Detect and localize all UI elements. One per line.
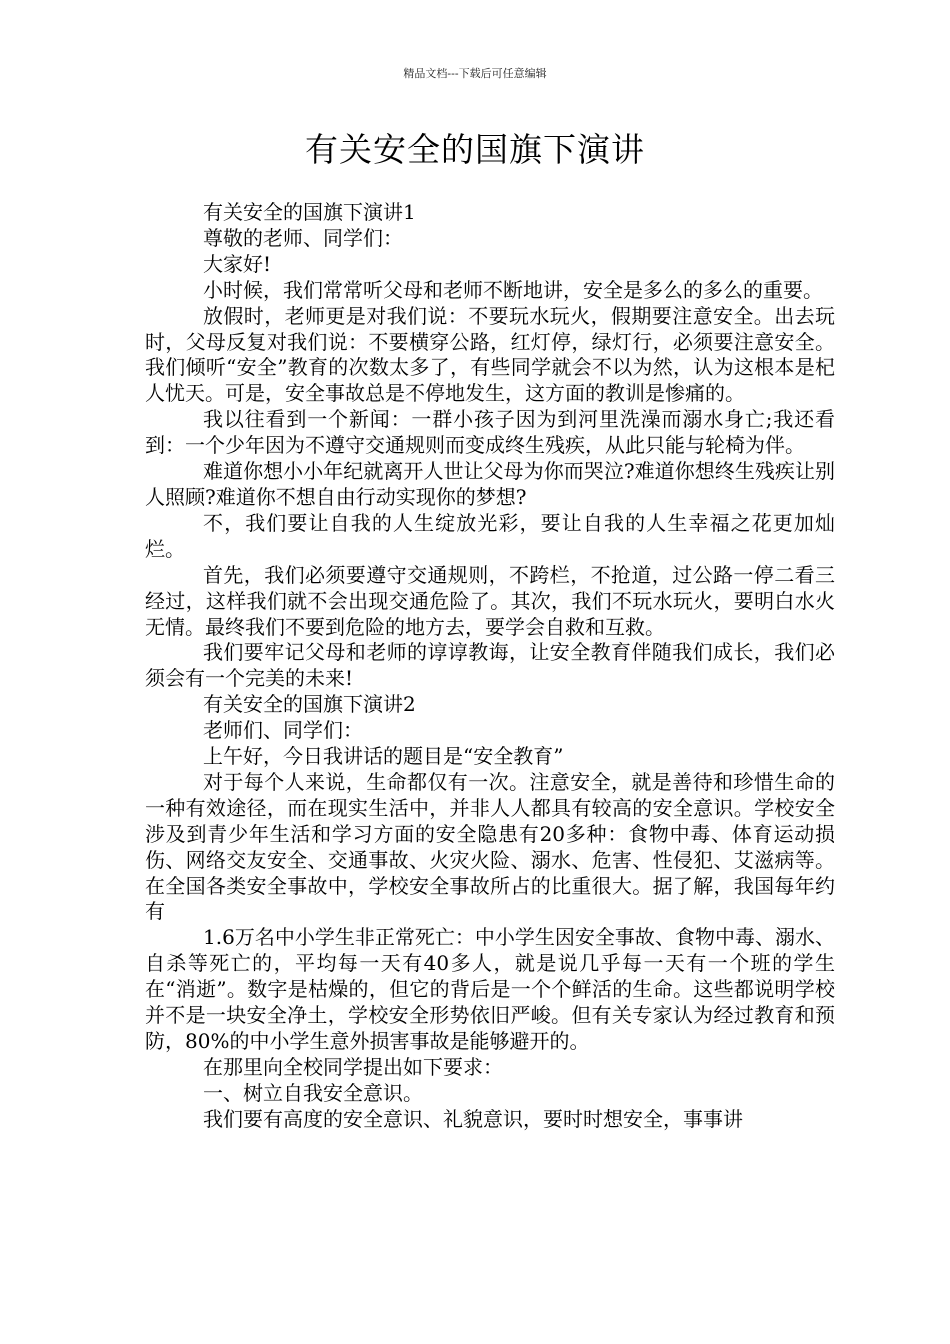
paragraph: 一、树立自我安全意识。 (203, 1080, 423, 1105)
paragraph: 上午好，今日我讲话的题目是“安全教育” (203, 744, 564, 769)
paragraph: 老师们、同学们： (203, 718, 363, 743)
paragraph: 难道你想小小年纪就离开人世让父母为你而哭泣?难道你想终生残疾让别人照顾?难道你不想自由行动实现你的梦想? (145, 459, 835, 509)
paragraph: 在那里向全校同学提出如下要求： (203, 1054, 503, 1079)
paragraph: 1.6万名中小学生非正常死亡：中小学生因安全事故、食物中毒、溺水、自杀等死亡的，平均每一天有40多人，就是说几乎每一天有一个班的学生在“消逝”。数字是枯燥的，但它的背后是一个个鲜活的生命。这些都说明学校并不是一块安全净土，学校安全形势依旧严峻。但有关专家认为经过教育和预防，80%的中小学生意外损害事故是能够避开的。 (145, 925, 835, 1053)
paragraph: 对于每个人来说，生命都仅有一次。注意安全，就是善待和珍惜生命的一种有效途径，而在现实生活中，并非人人都具有较高的安全意识。学校安全涉及到青少年生活和学习方面的安全隐患有20多种：食物中毒、体育运动损伤、网络交友安全、交通事故、火灾火险、溺水、危害、性侵犯、艾滋病等。在全国各类安全事故中，学校安全事故所占的比重很大。据了解，我国每年约有 (145, 769, 835, 924)
paragraph: 我们要牢记父母和老师的谆谆教诲，让安全教育伴随我们成长，我们必须会有一个完美的未来! (145, 640, 835, 691)
paragraph: 不，我们要让自我的人生绽放光彩，要让自我的人生幸福之花更加灿烂。 (145, 510, 835, 561)
paragraph: 放假时，老师更是对我们说：不要玩水玩火，假期要注意安全。出去玩时，父母反复对我们说：不要横穿公路，红灯停，绿灯行，必须要注意安全。我们倾听“安全”教育的次数太多了，有些同学就会不以为然，认为这根本是杞人忧天。可是，安全事故总是不停地发生，这方面的教训是惨痛的。 (145, 303, 835, 406)
document-body (145, 200, 835, 1133)
paragraph: 小时候，我们常常听父母和老师不断地讲，安全是多么的多么的重要。 (203, 277, 823, 302)
paragraph: 尊敬的老师、同学们： (203, 225, 403, 250)
paragraph: 首先，我们必须要遵守交通规则，不跨栏，不抢道，过公路一停二看三经过，这样我们就不会出现交通危险了。其次，我们不玩水玩火，要明白水火无情。最终我们不要到危险的地方去，要学会自救和互救。 (145, 562, 835, 639)
paragraph: 有关安全的国旗下演讲1 (203, 200, 416, 224)
document-title: 有关安全的国旗下演讲 (305, 130, 645, 169)
header-note: 精品文档---下载后可任意编辑 (403, 67, 547, 80)
paragraph: 大家好! (203, 251, 272, 276)
paragraph: 有关安全的国旗下演讲2 (203, 692, 416, 717)
paragraph: 我们要有高度的安全意识、礼貌意识，要时时想安全，事事讲 (203, 1106, 743, 1131)
paragraph: 我以往看到一个新闻：一群小孩子因为到河里洗澡而溺水身亡;我还看到：一个少年因为不遵守交通规则而变成终生残疾，从此只能与轮椅为伴。 (145, 407, 835, 458)
